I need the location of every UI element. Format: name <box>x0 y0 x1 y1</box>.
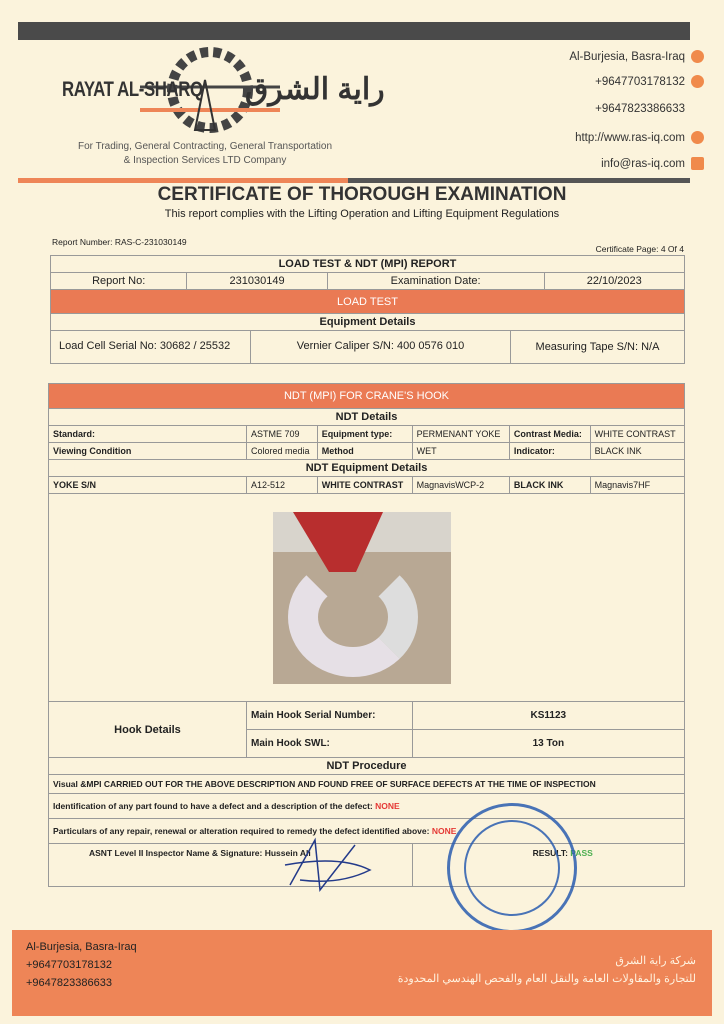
black-ink-label: BLACK INK <box>509 477 590 494</box>
photo-cell <box>49 494 685 702</box>
footer-phone-1: +9647703178132 <box>26 959 112 971</box>
footer-arabic-name: شركة راية الشرق <box>615 955 696 967</box>
repair-label: Particulars of any repair, renewal or alteration required to remedy the defect identified above: <box>53 826 432 836</box>
black-ink-value: Magnavis7HF <box>590 477 684 494</box>
logo-text-en: RAYAT AL-SHARQ <box>62 78 203 101</box>
equipment-details-heading: Equipment Details <box>51 314 685 331</box>
top-bar <box>18 22 690 40</box>
equip-type-value: PERMENANT YOKE <box>412 426 509 443</box>
signature <box>280 835 380 895</box>
address-text: Al-Burjesia, Basra-Iraq <box>569 50 685 63</box>
hook-swl-label: Main Hook SWL: <box>247 730 413 758</box>
footer-phone-2: +9647823386633 <box>26 977 112 989</box>
contact-email[interactable] <box>601 157 704 170</box>
contact-phone-2 <box>595 103 685 115</box>
defect-label: Identification of any part found to have a defect and a description of the defect: <box>53 801 376 811</box>
white-contrast-label: WHITE CONTRAST <box>317 477 412 494</box>
phone-icon <box>691 75 704 88</box>
equip-type-label: Equipment type: <box>317 426 412 443</box>
hook-details-label: Hook Details <box>49 702 247 758</box>
yoke-label: YOKE S/N <box>49 477 247 494</box>
contact-phone-1 <box>595 75 704 88</box>
ndt-table <box>48 383 685 887</box>
result-value: PASS <box>570 848 593 858</box>
indicator-label: Indicator: <box>509 443 590 460</box>
hook-photo <box>273 512 451 684</box>
report-no-value: 231030149 <box>187 273 327 290</box>
page-subtitle: This report complies with the Lifting Operation and Lifting Equipment Regulations <box>164 208 560 220</box>
tape-serial: Measuring Tape S/N: N/A <box>535 341 660 353</box>
caliper-serial: Vernier Caliper S/N: 400 0576 010 <box>251 331 511 363</box>
tagline-line-2: & Inspection Services LTD Company <box>123 155 287 166</box>
ndt-details-heading: NDT Details <box>49 409 685 426</box>
viewing-value: Colored media <box>247 443 318 460</box>
exam-date-value: 22/10/2023 <box>544 273 685 290</box>
certificate-page: Certificate Page: 4 Of 4 <box>595 244 684 254</box>
ndt-header: NDT (MPI) FOR CRANE'S HOOK <box>49 384 685 409</box>
phone-text: +9647703178132 <box>595 75 685 88</box>
report-number: Report Number: RAS-C-231030149 <box>52 237 187 247</box>
divider-orange <box>18 178 348 183</box>
globe-icon <box>691 131 704 144</box>
email-link[interactable]: info@ras-iq.com <box>601 157 685 170</box>
report-no-label: Report No: <box>51 273 187 290</box>
method-value: WET <box>412 443 509 460</box>
repair-value: NONE <box>431 826 457 836</box>
indicator-value: BLACK INK <box>590 443 684 460</box>
logo-text-ar: راية الشرق <box>245 73 385 106</box>
standard-value: ASTME 709 <box>247 426 318 443</box>
procedure-text: Visual &MPI CARRIED OUT FOR THE ABOVE DESCRIPTION AND FOUND FREE OF SURFACE DEFECTS AT THE TIME OF INSPECTION <box>49 775 685 794</box>
load-test-table <box>50 255 685 364</box>
footer-contacts <box>26 938 137 992</box>
result-label: RESULT: <box>532 848 571 858</box>
tagline-line-1: For Trading, General Contracting, General Transportation <box>77 141 333 152</box>
company-stamp <box>447 803 577 933</box>
divider-dark <box>348 178 690 183</box>
mail-icon <box>691 157 704 170</box>
footer-arabic-desc: للتجارة والمقاولات العامة والنقل العام والفحص الهندسي المحدودة <box>397 973 696 985</box>
footer-arabic <box>398 952 696 988</box>
exam-date-label: Examination Date: <box>327 273 544 290</box>
location-icon <box>691 50 704 63</box>
hook-swl-value: 13 Ton <box>412 730 684 758</box>
footer-address: Al-Burjesia, Basra-Iraq <box>26 941 137 953</box>
ndt-equipment-heading: NDT Equipment Details <box>49 460 685 477</box>
website-link[interactable]: http://www.ras-iq.com <box>575 131 685 144</box>
contact-website[interactable] <box>575 131 704 144</box>
load-cell-serial: Load Cell Serial No: 30682 / 25532 <box>51 331 251 363</box>
contrast-value: WHITE CONTRAST <box>590 426 684 443</box>
hook-serial-label: Main Hook Serial Number: <box>247 702 413 730</box>
method-label: Method <box>317 443 412 460</box>
contrast-label: Contrast Media: <box>509 426 590 443</box>
load-test-header: LOAD TEST <box>51 290 685 314</box>
standard-label: Standard: <box>49 426 247 443</box>
yoke-value: A12-512 <box>247 477 318 494</box>
viewing-label: Viewing Condition <box>49 443 247 460</box>
load-heading: LOAD TEST & NDT (MPI) REPORT <box>51 256 685 273</box>
contact-address <box>569 50 704 63</box>
inspector-signature: ASNT Level II Inspector Name & Signature: Hussein Ali <box>49 844 413 887</box>
hook-serial-value: KS1123 <box>412 702 684 730</box>
phone-text: +9647823386633 <box>595 103 685 115</box>
page-title: CERTIFICATE OF THOROUGH EXAMINATION <box>157 184 567 205</box>
white-contrast-value: MagnavisWCP-2 <box>412 477 509 494</box>
tagline <box>60 140 350 168</box>
procedure-heading: NDT Procedure <box>49 758 685 775</box>
defect-value: NONE <box>375 801 400 811</box>
